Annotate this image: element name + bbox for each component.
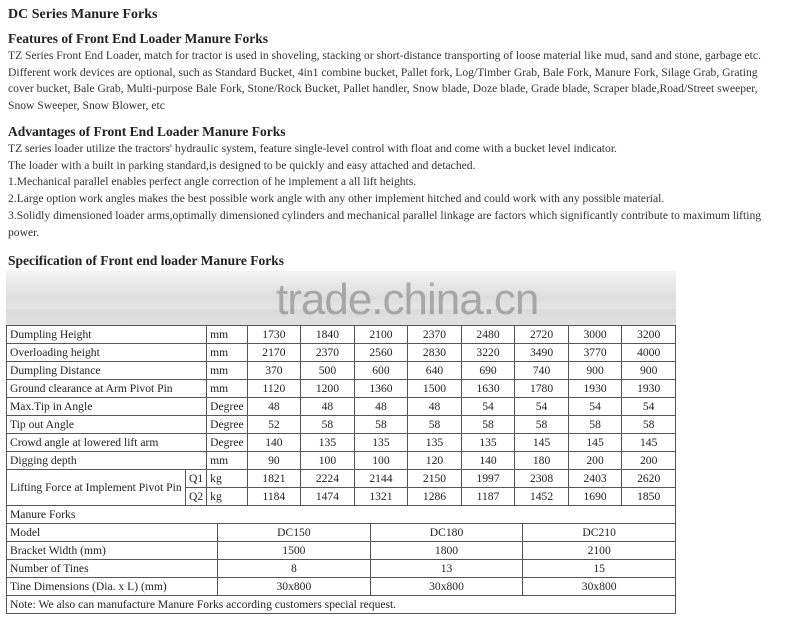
spec-row [7,326,676,344]
spec-row [7,452,676,470]
forks-row-name: Tine Dimensions (Dia. x L) (mm) [7,578,218,596]
spec-cell: 48 [354,398,408,416]
spec-cell: 3200 [622,326,676,344]
spec-row-name: Digging depth [7,452,207,470]
spec-heading: Specification of Front end loader Manure Forks [8,253,284,268]
spec-row-name: Overloading height [7,344,207,362]
spec-cell: 135 [408,434,462,452]
spec-row-name: Dumpling Distance [7,362,207,380]
spec-cell: 200 [568,452,622,470]
spec-cell: 600 [354,362,408,380]
spec-cell: 1452 [515,488,569,506]
spec-cell: 1730 [247,326,301,344]
spec-cell: 135 [461,434,515,452]
spec-cell: 2620 [622,470,676,488]
features-line: Snow Sweeper, Snow Blower, etc [8,99,165,113]
spec-cell: 690 [461,362,515,380]
spec-row [7,362,676,380]
spec-cell: 140 [247,434,301,452]
spec-row-name: Crowd angle at lowered lift arm [7,434,207,452]
spec-cell: 2308 [515,470,569,488]
spec-row-unit: kg [207,470,247,488]
spec-cell: 52 [247,416,301,434]
spec-cell: 2480 [461,326,515,344]
spec-cell: 2170 [247,344,301,362]
spec-cell: 48 [301,398,355,416]
advantages-line: TZ series loader utilize the tractors' hydraulic system, feature single-level control with float and come with a bucket level indicator. [8,142,617,155]
page-title: DC Series Manure Forks [8,7,158,22]
spec-cell: 3220 [461,344,515,362]
spec-cell: 1780 [515,380,569,398]
spec-cell: 1321 [354,488,408,506]
forks-row [7,542,676,560]
spec-cell: 3490 [515,344,569,362]
spec-cell: 2370 [301,344,355,362]
spec-cell: 58 [515,416,569,434]
spec-cell: 2144 [354,470,408,488]
spec-row-unit: mm [207,326,247,344]
spec-cell: 135 [301,434,355,452]
spec-cell: 500 [301,362,355,380]
spec-cell: 145 [622,434,676,452]
forks-cell: 1500 [218,542,371,560]
spec-row [7,434,676,452]
spec-cell: 1850 [622,488,676,506]
forks-note: Note: We also can manufacture Manure Forks according customers special request. [7,596,676,614]
spec-cell: 145 [515,434,569,452]
watermark-banner [6,271,676,325]
spec-cell: 58 [622,416,676,434]
spec-row-unit: Degree [207,398,247,416]
spec-cell: 145 [568,434,622,452]
spec-cell: 3000 [568,326,622,344]
spec-row-unit: mm [207,452,247,470]
spec-cell: 100 [354,452,408,470]
advantages-heading: Advantages of Front End Loader Manure Forks [8,124,286,139]
forks-row [7,524,676,542]
spec-cell: 54 [622,398,676,416]
spec-cell: 1286 [408,488,462,506]
spec-cell: 54 [568,398,622,416]
forks-row [7,578,676,596]
forks-cell: DC180 [370,524,523,542]
spec-cell: 48 [247,398,301,416]
spec-row-lifting-q1 [7,470,676,488]
spec-cell: 1997 [461,470,515,488]
forks-row-name: Model [7,524,218,542]
spec-cell: 1840 [301,326,355,344]
spec-cell: 135 [354,434,408,452]
spec-cell: 1360 [354,380,408,398]
advantages-paragraph [8,141,788,241]
spec-cell: 2720 [515,326,569,344]
spec-row-name: Ground clearance at Arm Pivot Pin [7,380,207,398]
spec-cell: 3770 [568,344,622,362]
spec-cell: 370 [247,362,301,380]
spec-row-unit: Degree [207,416,247,434]
spec-cell: 58 [568,416,622,434]
spec-cell: 54 [461,398,515,416]
spec-table-area [6,271,676,613]
spec-cell: 140 [461,452,515,470]
spec-cell: 1690 [568,488,622,506]
spec-row [7,344,676,362]
spec-cell: 2560 [354,344,408,362]
features-heading: Features of Front End Loader Manure Forks [8,31,269,46]
spec-cell: 2224 [301,470,355,488]
forks-cell: DC150 [218,524,371,542]
advantages-line: power. [8,225,40,239]
spec-cell: 200 [622,452,676,470]
spec-row [7,416,676,434]
spec-cell: 2830 [408,344,462,362]
lifting-q1-label: Q1 [185,470,206,488]
spec-cell: 740 [515,362,569,380]
spec-cell: 1821 [247,470,301,488]
forks-cell: DC210 [523,524,676,542]
forks-cell: 30x800 [370,578,523,596]
spec-table [6,325,676,506]
spec-cell: 58 [301,416,355,434]
spec-row-unit: kg [207,488,247,506]
features-line: Different work devices are optional, such as Standard Bucket, 4in1 combine bucket, Pallet fork, Log/Timber Grab, Bale Fork, Manure Fork, Silage Grab, Grating [8,65,758,79]
spec-cell: 58 [408,416,462,434]
advantages-line: 2.Large option work angles makes the best possible work angle with any other implement hitched and could work with any possible material. [8,192,665,206]
spec-cell: 100 [301,452,355,470]
spec-row [7,398,676,416]
forks-cell: 13 [370,560,523,578]
spec-row-name: Tip out Angle [7,416,207,434]
spec-cell: 58 [354,416,408,434]
spec-row-name: Dumpling Height [7,326,207,344]
spec-cell: 4000 [622,344,676,362]
spec-cell: 1120 [247,380,301,398]
spec-cell: 640 [408,362,462,380]
spec-cell: 900 [622,362,676,380]
spec-cell: 1500 [408,380,462,398]
forks-cell: 1800 [370,542,523,560]
spec-cell: 1200 [301,380,355,398]
spec-cell: 2403 [568,470,622,488]
advantages-line: 1.Mechanical parallel enables perfect angle correction of he implement a all lift heights. [8,175,417,189]
spec-cell: 1187 [461,488,515,506]
lifting-q2-label: Q2 [185,488,206,506]
spec-row [7,380,676,398]
spec-cell: 2100 [354,326,408,344]
spec-cell: 180 [515,452,569,470]
forks-cell: 2100 [523,542,676,560]
spec-cell: 58 [461,416,515,434]
features-line: TZ Series Front End Loader, match for tractor is used in shoveling, stacking or short-distance transporting of loose material like mud, sand and stone, garbage etc. [8,49,761,62]
spec-cell: 2370 [408,326,462,344]
spec-cell: 1930 [622,380,676,398]
spec-cell: 1930 [568,380,622,398]
spec-row-unit: mm [207,344,247,362]
forks-row-name: Number of Tines [7,560,218,578]
spec-row-name: Max.Tip in Angle [7,398,207,416]
features-line: cover bucket, Bale Grab, Multi-purpose Bale Fork, Stone/Rock Bucket, Pallet handler, Snow blade, Doze blade, Grade blade, Scraper blade,Road/Street sweeper, [8,82,758,96]
spec-row-unit: Degree [207,434,247,452]
spec-cell: 90 [247,452,301,470]
forks-note-row [7,596,676,614]
forks-cell: 30x800 [523,578,676,596]
spec-cell: 2150 [408,470,462,488]
spec-row-name: Lifting Force at Implement Pivot Pin [7,470,186,506]
spec-cell: 1184 [247,488,301,506]
forks-cell: 15 [523,560,676,578]
forks-heading-row [7,506,676,524]
features-paragraph [8,48,788,115]
spec-cell: 900 [568,362,622,380]
forks-heading: Manure Forks [7,506,676,524]
spec-cell: 1474 [301,488,355,506]
spec-row-unit: mm [207,362,247,380]
spec-row-unit: mm [207,380,247,398]
advantages-line: 3.Solidly dimensioned loader arms,optimally dimensioned cylinders and mechanical parallel linkage are factors which significantly contribute to maximum lifting [8,208,762,222]
spec-cell: 48 [408,398,462,416]
forks-cell: 30x800 [218,578,371,596]
spec-cell: 54 [515,398,569,416]
spec-cell: 120 [408,452,462,470]
spec-cell: 1630 [461,380,515,398]
forks-row [7,560,676,578]
forks-row-name: Bracket Width (mm) [7,542,218,560]
forks-cell: 8 [218,560,371,578]
watermark: trade.china.cn [276,275,539,324]
advantages-line: The loader with a built in parking standard,is designed to be quickly and easy attached and detached. [8,158,476,172]
forks-table [6,505,676,614]
